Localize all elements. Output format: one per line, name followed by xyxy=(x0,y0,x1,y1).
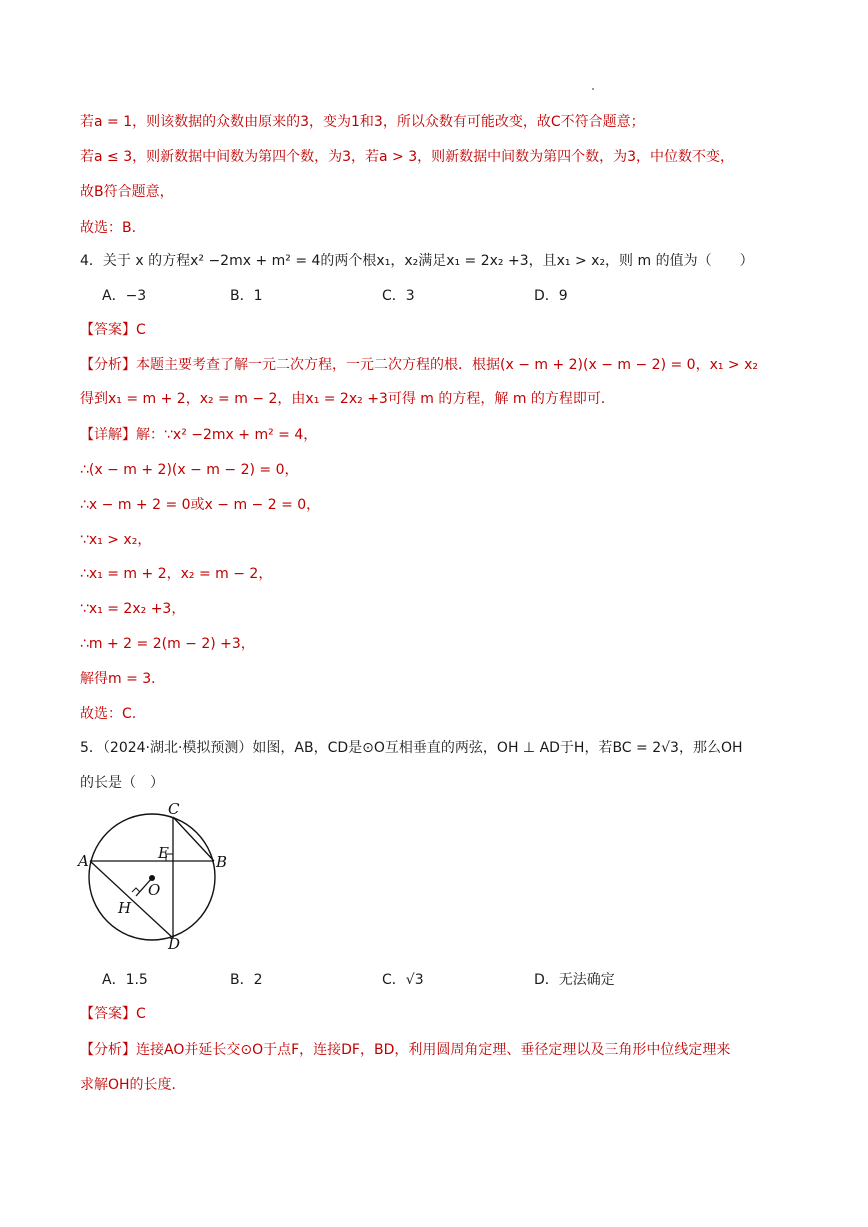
prev-solution-line-1: 若a = 1，则该数据的众数由原来的3，变为1和3，所以众数有可能改变，故C不符合题意； xyxy=(80,114,645,130)
q5-option-c: C．√3 xyxy=(382,972,424,988)
q4-option-b: B．1 xyxy=(230,288,263,304)
q4-detail-line: ∴x − m + 2 = 0或x − m − 2 = 0， xyxy=(80,497,321,513)
q4-detail-line: ∴x₁ = m + 2，x₂ = m − 2， xyxy=(80,566,273,582)
q4-conclusion: 故选：C. xyxy=(80,706,137,722)
q5-analysis-line-2: 求解OH的长度． xyxy=(80,1077,186,1093)
q4-analysis-line-2: 得到x₁ = m + 2，x₂ = m − 2，由x₁ = 2x₂ +3可得 m 的方程，解 m 的方程即可． xyxy=(80,391,615,407)
prev-solution-conclusion: 故选：B. xyxy=(80,220,137,236)
label-d: D xyxy=(168,935,181,952)
circle-geometry-figure xyxy=(76,800,236,952)
question-4-stem: 4．关于 x 的方程x² −2mx + m² = 4的两个根x₁，x₂满足x₁ = 2x₂ +3，且x₁ > x₂，则 m 的值为（ ） xyxy=(80,253,754,269)
q5-option-b: B．2 xyxy=(230,972,263,988)
label-h: H xyxy=(118,899,132,917)
question-5-stem-line-1: 5．（2024·湖北·模拟预测）如图，AB，CD是⊙O互相垂直的两弦，OH ⊥ AD于H，若BC = 2√3，那么OH xyxy=(80,740,743,756)
q4-detail-line: 解得m = 3． xyxy=(80,671,166,687)
prev-solution-line-3: 故B符合题意， xyxy=(80,184,174,200)
label-o: O xyxy=(148,881,161,899)
q4-detail-line: ∴m + 2 = 2(m − 2) +3， xyxy=(80,636,255,652)
q4-detail-line: ∴(x − m + 2)(x − m − 2) = 0， xyxy=(80,462,299,478)
q4-option-a: A．−3 xyxy=(102,288,147,304)
q4-option-d: D．9 xyxy=(534,288,568,304)
q4-detail-line: ∵x₁ > x₂， xyxy=(80,532,152,548)
label-a: A xyxy=(78,852,89,870)
q4-detail-line: ∵x₁ = 2x₂ +3， xyxy=(80,601,186,617)
q5-analysis-line-1: 【分析】连接AO并延长交⊙O于点F，连接DF，BD，利用圆周角定理、垂径定理以及三角形中位线定理来 xyxy=(80,1042,731,1058)
label-b: B xyxy=(216,853,228,871)
q5-option-d: D．无法确定 xyxy=(534,972,615,988)
q5-option-a: A．1.5 xyxy=(102,972,148,988)
label-e: E xyxy=(158,844,169,862)
scan-dot xyxy=(592,88,594,90)
label-c: C xyxy=(168,800,180,818)
segment-ad xyxy=(90,861,173,938)
q5-answer: 【答案】C xyxy=(80,1006,146,1022)
right-angle-mark-h xyxy=(132,888,140,892)
q4-analysis-line-1: 【分析】本题主要考查了解一元二次方程，一元二次方程的根．根据(x − m + 2)(x − m − 2) = 0，x₁ > x₂ xyxy=(80,357,758,373)
prev-solution-line-2: 若a ≤ 3，则新数据中间数为第四个数，为3，若a > 3，则新数据中间数为第四个数，为3，中位数不变， xyxy=(80,149,735,165)
q4-answer: 【答案】C xyxy=(80,322,146,338)
q4-detail-line: 【详解】解：∵x² −2mx + m² = 4， xyxy=(80,427,318,443)
question-5-stem-line-2: 的长是（ ） xyxy=(80,775,164,791)
segment-bc xyxy=(173,817,214,861)
q4-option-c: C．3 xyxy=(382,288,415,304)
